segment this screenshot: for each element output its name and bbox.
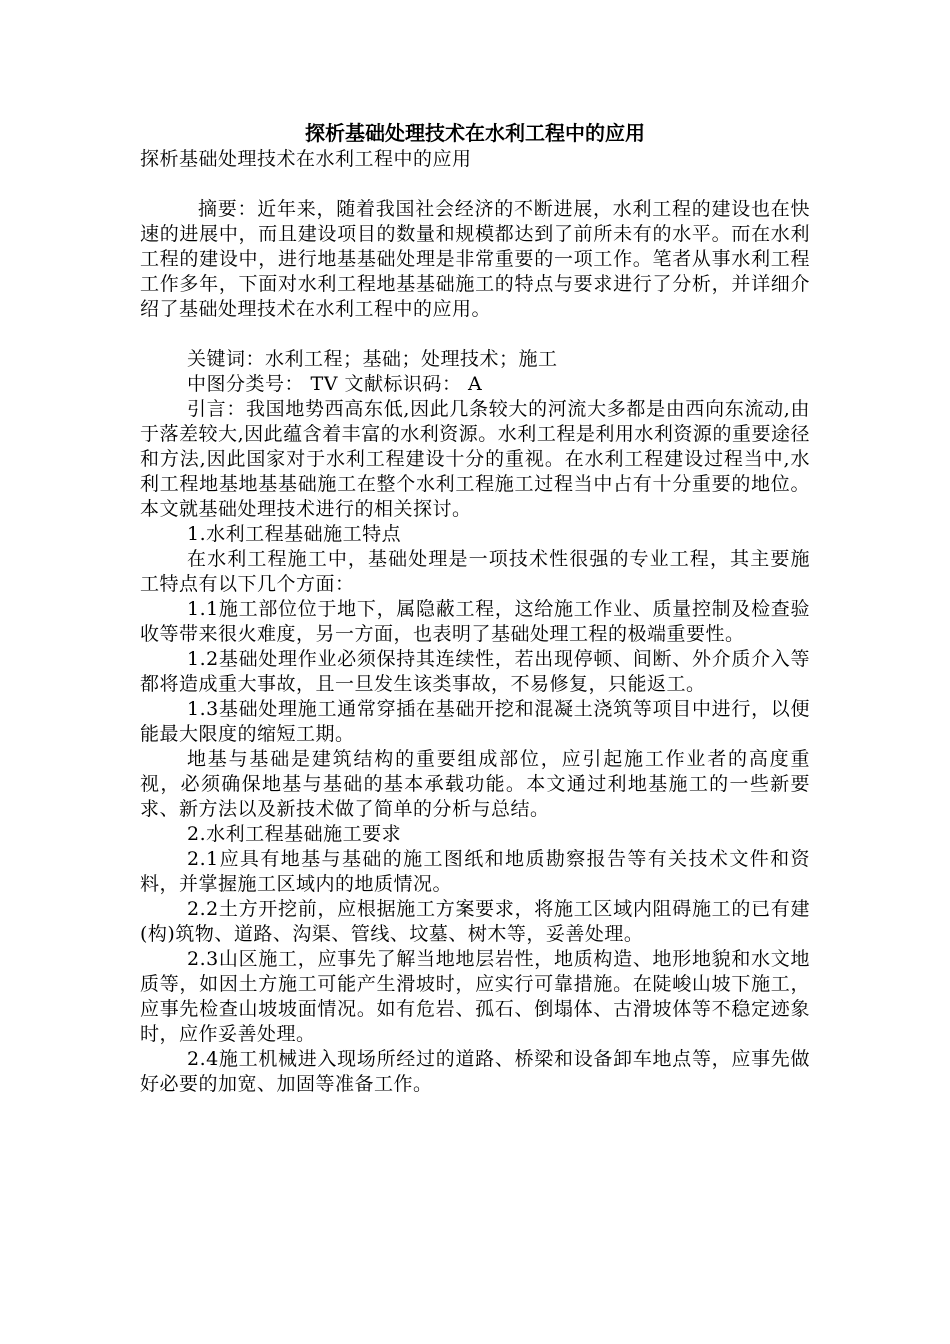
abstract-paragraph: 摘要：近年来，随着我国社会经济的不断进展，水利工程的建设也在快速的进展中，而且建设项目的数量和规模都达到了前所未有的水平。而在水利工程的建设中，进行地基基础处理是非常重要的一项工作。笔者从事水利工程工作多年，下面对水利工程地基基础施工的特点与要求进行了分析，并详细介绍了基础处理技术在水利工程中的应用。 bbox=[140, 198, 810, 320]
body-paragraph: 2.1应具有地基与基础的施工图纸和地质勘察报告等有关技术文件和资料，并掌握施工区域内的地质情况。 bbox=[140, 848, 810, 895]
body-paragraph: 2.4施工机械进入现场所经过的道路、桥梁和设备卸车地点等，应事先做好必要的加宽、加固等准备工作。 bbox=[140, 1048, 810, 1095]
body-paragraph: 地基与基础是建筑结构的重要组成部位，应引起施工作业者的高度重视，必须确保地基与基础的基本承载功能。本文通过利地基施工的一些新要求、新方法以及新技术做了简单的分析与总结。 bbox=[140, 748, 810, 820]
section-heading-2: 2.水利工程基础施工要求 bbox=[187, 823, 402, 845]
body-paragraph: 2.2土方开挖前，应根据施工方案要求，将施工区域内阻碍施工的已有建(构)筑物、道路、沟渠、管线、坟墓、树木等，妥善处理。 bbox=[140, 898, 810, 945]
document-subtitle: 探析基础处理技术在水利工程中的应用 bbox=[140, 148, 472, 170]
body-paragraph: 2.3山区施工，应事先了解当地地层岩性，地质构造、地形地貌和水文地质等，如因土方施工可能产生滑坡时，应实行可靠措施。在陡峻山坡下施工，应事先检查山坡坡面情况。如有危岩、孤石、倒塌体、古滑坡体等不稳定迹象时，应作妥善处理。 bbox=[140, 948, 810, 1045]
document-title: 探析基础处理技术在水利工程中的应用 bbox=[305, 121, 645, 145]
body-paragraph: 1.1施工部位位于地下，属隐蔽工程，这给施工作业、质量控制及检查验收等带来很火难度，另一方面，也表明了基础处理工程的极端重要性。 bbox=[140, 598, 810, 645]
keywords-line: 关键词：水利工程；基础；处理技术；施工 bbox=[187, 348, 558, 370]
body-paragraph: 1.2基础处理作业必须保持其连续性，若出现停顿、间断、外介质介入等都将造成重大事故，且一旦发生该类事故，不易修复，只能返工。 bbox=[140, 648, 810, 695]
body-paragraph: 1.3基础处理施工通常穿插在基础开挖和混凝土浇筑等项目中进行，以便能最大限度的缩短工期。 bbox=[140, 698, 810, 745]
intro-paragraph: 引言：我国地势西高东低,因此几条较大的河流大多都是由西向东流动,由于落差较大,因此蕴含着丰富的水利资源。水利工程是利用水利资源的重要途径和方法,因此国家对于水利工程建设十分的重视。在水利工程建设过程当中,水利工程地基地基基础施工在整个水利工程施工过程当中占有十分重要的地位。本文就基础处理技术进行的相关探讨。 bbox=[140, 398, 810, 520]
section-heading-1: 1.水利工程基础施工特点 bbox=[187, 523, 402, 545]
body-paragraph: 在水利工程施工中，基础处理是一项技术性很强的专业工程，其主要施工特点有以下几个方面： bbox=[140, 548, 810, 595]
classification-line: 中图分类号： TV 文献标识码： A bbox=[187, 373, 483, 395]
